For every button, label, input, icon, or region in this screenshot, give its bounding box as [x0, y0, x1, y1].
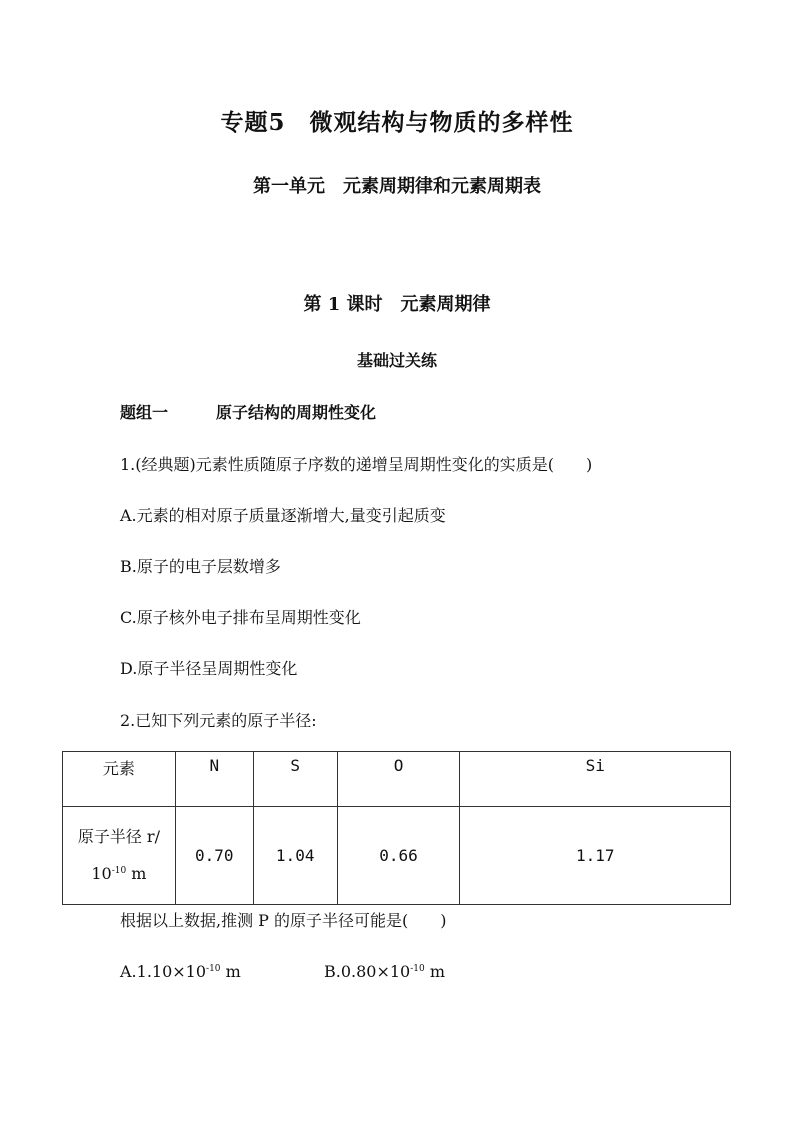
- question-1-option-c: C.原子核外电子排布呈周期性变化: [120, 608, 361, 627]
- document-title: 专题5 微观结构与物质的多样性: [220, 109, 574, 136]
- question-1-option-d: D.原子半径呈周期性变化: [120, 659, 298, 678]
- table-header-cell: O: [337, 752, 460, 807]
- row-label-text: 原子半径 r/: [77, 827, 160, 846]
- section-title: 基础过关练: [356, 351, 437, 370]
- table-header-cell: N: [175, 752, 253, 807]
- question-1-option-a: A.元素的相对原子质量逐渐增大,量变引起质变: [120, 506, 446, 525]
- table-header-cell: 元素: [63, 752, 176, 807]
- group-label: 题组一: [120, 403, 169, 422]
- question-2-options: [120, 962, 445, 981]
- unit-title: 第一单元 元素周期律和元素周期表: [253, 176, 541, 197]
- question-1-stem: 1.(经典题)元素性质随原子序数的递增呈周期性变化的实质是( ): [120, 455, 593, 474]
- question-2-prompt: 根据以上数据,推测 P 的原子半径可能是( ): [120, 911, 447, 930]
- group-title: 原子结构的周期性变化: [216, 403, 377, 422]
- table-row: [63, 807, 731, 905]
- question-group-heading: [120, 400, 376, 423]
- lesson-title: 第 1 课时 元素周期律: [303, 294, 491, 315]
- table-cell: 0.66: [337, 807, 460, 905]
- table-header-cell: S: [253, 752, 337, 807]
- row-label-unit: $10^{-10}$ m: [91, 864, 147, 883]
- table-cell: 0.70: [175, 807, 253, 905]
- table-row-label: [63, 807, 176, 905]
- question-1-option-b: B.原子的电子层数增多: [120, 557, 281, 576]
- table-header-cell: Si: [460, 752, 731, 807]
- table-row: [63, 752, 731, 807]
- question-2-option-b: $B.0.80\times 10^{-10}$ m: [324, 962, 445, 981]
- table-cell: 1.04: [253, 807, 337, 905]
- atomic-radius-table: [62, 751, 731, 905]
- table-cell: 1.17: [460, 807, 731, 905]
- question-2-option-a: $A.1.10\times 10^{-10}$ m: [120, 962, 241, 981]
- question-2-stem: 2.已知下列元素的原子半径:: [120, 711, 317, 730]
